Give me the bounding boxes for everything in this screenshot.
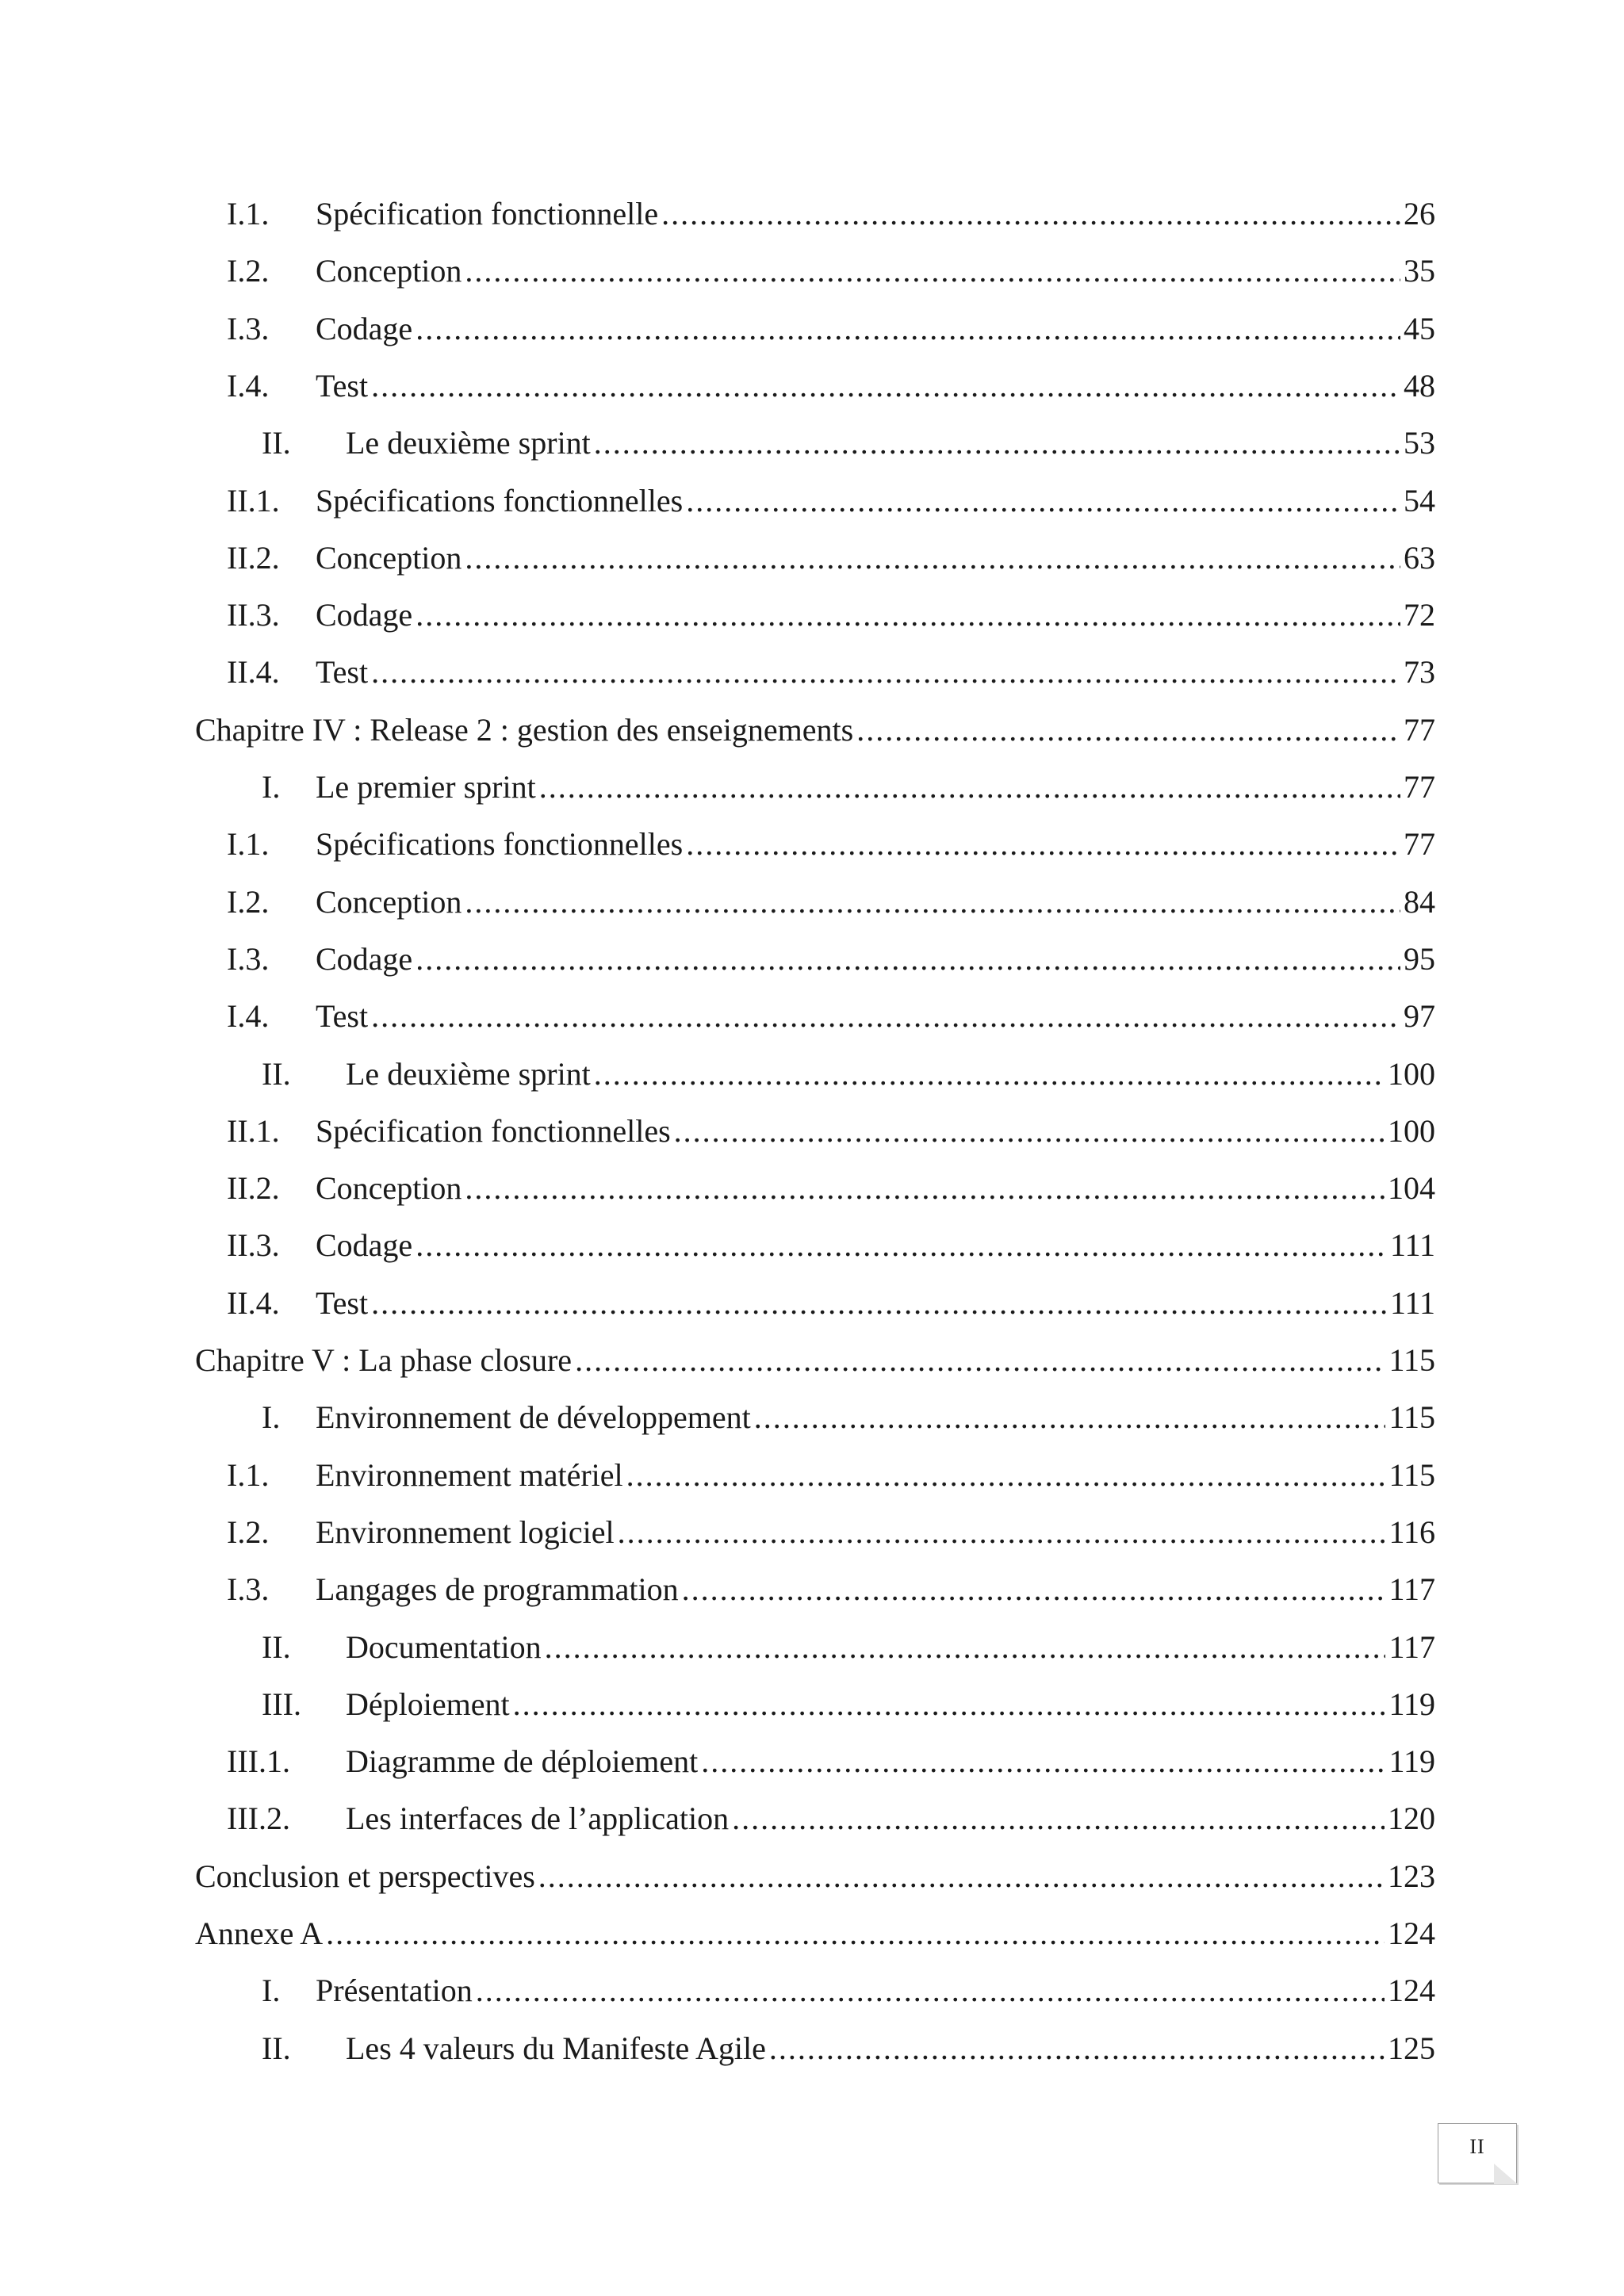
toc-entry-page: 117 bbox=[1388, 1571, 1435, 1608]
toc-entry[interactable] bbox=[0, 1447, 1624, 1504]
toc-dot-leader bbox=[594, 1046, 1385, 1103]
toc-dot-leader bbox=[326, 1905, 1385, 1962]
toc-entry-title: Diagramme de déploiement bbox=[346, 1733, 698, 1790]
toc-entry-page: 124 bbox=[1388, 1915, 1435, 1951]
toc-entry-number: III.2. bbox=[227, 1800, 290, 1837]
toc-entry-title: Spécification fonctionnelle bbox=[316, 186, 658, 243]
toc-entry-line bbox=[316, 1103, 1435, 1160]
toc-entry-line bbox=[316, 1962, 1435, 2019]
toc-entry-page: 45 bbox=[1404, 310, 1435, 346]
toc-entry[interactable] bbox=[0, 1905, 1624, 1962]
toc-entry[interactable] bbox=[0, 1676, 1624, 1733]
toc-entry-number: I.1. bbox=[227, 826, 270, 863]
page-number-badge bbox=[1438, 2123, 1517, 2183]
toc-entry-line bbox=[195, 702, 1435, 759]
toc-entry-title: Présentation bbox=[316, 1962, 473, 2019]
toc-entry-line bbox=[316, 931, 1435, 988]
page-corner-fold bbox=[1494, 2164, 1518, 2184]
toc-entry-title: Annexe A bbox=[195, 1905, 323, 1962]
toc-entry-line bbox=[316, 1447, 1435, 1504]
toc-entry-number: III. bbox=[262, 1686, 301, 1722]
toc-dot-leader bbox=[769, 2020, 1385, 2077]
toc-entry-page: 111 bbox=[1389, 1284, 1435, 1321]
toc-dot-leader bbox=[371, 1275, 1387, 1332]
toc-entry[interactable] bbox=[0, 931, 1624, 988]
toc-entry-page: 104 bbox=[1388, 1170, 1435, 1207]
toc-entry-title: Spécifications fonctionnelles bbox=[316, 816, 683, 873]
toc-entry-title: Codage bbox=[316, 300, 412, 358]
toc-entry-page: 63 bbox=[1404, 539, 1435, 576]
toc-entry-page: 120 bbox=[1388, 1800, 1435, 1837]
toc-entry-page: 97 bbox=[1404, 998, 1435, 1035]
toc-entry-page: 84 bbox=[1404, 883, 1435, 920]
toc-entry-page: 117 bbox=[1388, 1628, 1435, 1665]
toc-dot-leader bbox=[371, 644, 1400, 701]
toc-entry-line bbox=[316, 587, 1435, 644]
toc-entry-number: II. bbox=[262, 1628, 291, 1665]
toc-entry-title: Déploiement bbox=[346, 1676, 510, 1733]
toc-entry[interactable] bbox=[0, 1275, 1624, 1332]
toc-entry-line bbox=[316, 1504, 1435, 1561]
toc-dot-leader bbox=[686, 473, 1400, 530]
toc-entry-line bbox=[316, 816, 1435, 873]
toc-entry-title: Les 4 valeurs du Manifeste Agile bbox=[346, 2020, 766, 2077]
toc-entry-number: I.3. bbox=[227, 1571, 270, 1608]
toc-entry-number: II.1. bbox=[227, 1112, 280, 1149]
toc-entry-number: III.1. bbox=[227, 1743, 290, 1780]
toc-dot-leader bbox=[856, 702, 1400, 759]
toc-entry-title: Environnement matériel bbox=[316, 1447, 623, 1504]
toc-dot-leader bbox=[416, 587, 1400, 644]
toc-entry-page: 119 bbox=[1388, 1686, 1435, 1722]
toc-entry-line bbox=[316, 243, 1435, 300]
page-number: II bbox=[1469, 2135, 1485, 2158]
toc-entry[interactable] bbox=[0, 1160, 1624, 1217]
toc-entry-title: Conception bbox=[316, 530, 462, 587]
toc-entry-number: I.4. bbox=[227, 367, 270, 404]
toc-entry[interactable] bbox=[0, 1561, 1624, 1618]
toc-entry-line bbox=[316, 186, 1435, 243]
toc-dot-leader bbox=[682, 1561, 1386, 1618]
toc-entry[interactable] bbox=[0, 300, 1624, 358]
toc-entry-line bbox=[316, 1275, 1435, 1332]
toc-entry-title: Codage bbox=[316, 1217, 412, 1274]
toc-entry-number: II.2. bbox=[227, 539, 280, 576]
toc-entry-page: 72 bbox=[1404, 597, 1435, 633]
toc-dot-leader bbox=[626, 1447, 1386, 1504]
toc-dot-leader bbox=[371, 988, 1400, 1045]
toc-entry-number: II. bbox=[262, 1055, 291, 1092]
toc-entry-title: Environnement de développement bbox=[316, 1389, 751, 1446]
toc-entry-title: Test bbox=[316, 358, 368, 415]
toc-entry-title: Spécifications fonctionnelles bbox=[316, 473, 683, 530]
toc-entry-line bbox=[316, 1389, 1435, 1446]
toc-entry-page: 73 bbox=[1404, 654, 1435, 691]
toc-entry-line bbox=[346, 1619, 1435, 1676]
toc-entry-page: 100 bbox=[1388, 1055, 1435, 1092]
toc-entry[interactable] bbox=[0, 1332, 1624, 1389]
toc-entry-page: 54 bbox=[1404, 482, 1435, 519]
toc-entry-line bbox=[346, 1790, 1435, 1847]
toc-entry[interactable] bbox=[0, 2020, 1624, 2077]
toc-entry-page: 119 bbox=[1388, 1743, 1435, 1780]
toc-entry-title: Test bbox=[316, 644, 368, 701]
toc-entry-line bbox=[316, 358, 1435, 415]
toc-entry-page: 100 bbox=[1388, 1112, 1435, 1149]
toc-entry-page: 77 bbox=[1404, 826, 1435, 863]
toc-entry-line bbox=[316, 1561, 1435, 1618]
toc-entry[interactable] bbox=[0, 759, 1624, 816]
toc-entry-number: I.2. bbox=[227, 1513, 270, 1550]
toc-entry-page: 111 bbox=[1389, 1227, 1435, 1264]
toc-dot-leader bbox=[476, 1962, 1385, 2019]
toc-entry-title: Test bbox=[316, 1275, 368, 1332]
toc-entry[interactable] bbox=[0, 358, 1624, 415]
toc-dot-leader bbox=[575, 1332, 1385, 1389]
toc-entry-page: 35 bbox=[1404, 253, 1435, 289]
toc-entry-title: Le deuxième sprint bbox=[346, 1046, 591, 1103]
toc-entry-number: II.4. bbox=[227, 654, 280, 691]
toc-entry-line bbox=[316, 473, 1435, 530]
toc-entry-number: II.3. bbox=[227, 597, 280, 633]
toc-entry-number: II.2. bbox=[227, 1170, 280, 1207]
toc-entry-line bbox=[316, 300, 1435, 358]
toc-entry-number: II. bbox=[262, 425, 291, 461]
toc-entry-page: 125 bbox=[1388, 2030, 1435, 2066]
toc-dot-leader bbox=[416, 1217, 1387, 1274]
toc-entry[interactable] bbox=[0, 243, 1624, 300]
toc-entry-page: 95 bbox=[1404, 940, 1435, 977]
toc-entry[interactable] bbox=[0, 530, 1624, 587]
toc-entry-line bbox=[316, 644, 1435, 701]
toc-dot-leader bbox=[538, 1848, 1385, 1905]
toc-entry-number: II.4. bbox=[227, 1284, 280, 1321]
toc-entry-line bbox=[195, 1332, 1435, 1389]
toc-entry[interactable] bbox=[0, 988, 1624, 1045]
toc-entry-title: Environnement logiciel bbox=[316, 1504, 615, 1561]
toc-dot-leader bbox=[674, 1103, 1385, 1160]
toc-entry[interactable] bbox=[0, 186, 1624, 243]
toc-entry-page: 124 bbox=[1388, 1973, 1435, 2009]
toc-entry[interactable] bbox=[0, 874, 1624, 931]
toc-entry-title: Chapitre IV : Release 2 : gestion des enseignements bbox=[195, 702, 853, 759]
toc-entry-page: 48 bbox=[1404, 367, 1435, 404]
toc-dot-leader bbox=[618, 1504, 1386, 1561]
toc-entry[interactable] bbox=[0, 644, 1624, 701]
toc-dot-leader bbox=[465, 874, 1400, 931]
toc-dot-leader bbox=[465, 243, 1400, 300]
toc-dot-leader bbox=[754, 1389, 1386, 1446]
toc-entry-title: Le premier sprint bbox=[316, 759, 536, 816]
toc-entry-page: 115 bbox=[1388, 1342, 1435, 1378]
toc-entry-line bbox=[195, 1848, 1435, 1905]
toc-dot-leader bbox=[686, 816, 1400, 873]
toc-entry-title: Le deuxième sprint bbox=[346, 415, 591, 472]
toc-entry[interactable] bbox=[0, 473, 1624, 530]
toc-entry-line bbox=[346, 415, 1435, 472]
toc-entry[interactable] bbox=[0, 587, 1624, 644]
toc-dot-leader bbox=[513, 1676, 1386, 1733]
toc-dot-leader bbox=[545, 1619, 1386, 1676]
toc-entry-title: Test bbox=[316, 988, 368, 1045]
toc-entry-number: I.2. bbox=[227, 883, 270, 920]
toc-entry-page: 77 bbox=[1404, 769, 1435, 805]
toc-entry-line bbox=[346, 1733, 1435, 1790]
toc-dot-leader bbox=[701, 1733, 1385, 1790]
toc-entry[interactable] bbox=[0, 1504, 1624, 1561]
toc-entry[interactable] bbox=[0, 1848, 1624, 1905]
toc-entry[interactable] bbox=[0, 1619, 1624, 1676]
toc-entry-line bbox=[316, 530, 1435, 587]
toc-entry[interactable] bbox=[0, 415, 1624, 472]
toc-entry-number: I.1. bbox=[227, 1456, 270, 1493]
toc-dot-leader bbox=[539, 759, 1400, 816]
toc-dot-leader bbox=[371, 358, 1400, 415]
toc-entry-number: I. bbox=[262, 1399, 281, 1436]
toc-entry-title: Documentation bbox=[346, 1619, 542, 1676]
toc-entry-number: II. bbox=[262, 2030, 291, 2066]
toc-entry-title: Spécification fonctionnelles bbox=[316, 1103, 671, 1160]
toc-entry[interactable] bbox=[0, 1389, 1624, 1446]
toc-entry-page: 123 bbox=[1388, 1858, 1435, 1894]
toc-entry-page: 116 bbox=[1388, 1513, 1435, 1550]
toc-dot-leader bbox=[465, 1160, 1385, 1217]
toc-entry-title: Conception bbox=[316, 874, 462, 931]
toc-entry[interactable] bbox=[0, 1733, 1624, 1790]
toc-entry-title: Langages de programmation bbox=[316, 1561, 679, 1618]
toc-dot-leader bbox=[732, 1790, 1385, 1847]
toc-dot-leader bbox=[661, 186, 1400, 243]
toc-entry[interactable] bbox=[0, 702, 1624, 759]
toc-entry[interactable] bbox=[0, 1103, 1624, 1160]
toc-entry-number: I.4. bbox=[227, 998, 270, 1035]
toc-entry-number: I.3. bbox=[227, 940, 270, 977]
toc-entry-line bbox=[346, 1676, 1435, 1733]
toc-dot-leader bbox=[465, 530, 1400, 587]
toc-entry-page: 26 bbox=[1404, 196, 1435, 232]
toc-entry-line bbox=[316, 759, 1435, 816]
toc-dot-leader bbox=[416, 300, 1400, 358]
toc-entry-line bbox=[195, 1905, 1435, 1962]
toc-entry-number: I. bbox=[262, 1973, 281, 2009]
toc-entry[interactable] bbox=[0, 1790, 1624, 1847]
toc-entry[interactable] bbox=[0, 816, 1624, 873]
toc-entry-number: I.2. bbox=[227, 253, 270, 289]
toc-entry-line bbox=[346, 2020, 1435, 2077]
toc-dot-leader bbox=[594, 415, 1400, 472]
toc-entry-line bbox=[316, 988, 1435, 1045]
toc-entry-number: I.3. bbox=[227, 310, 270, 346]
toc-dot-leader bbox=[416, 931, 1400, 988]
toc-entry-page: 115 bbox=[1388, 1456, 1435, 1493]
toc-entry-number: I. bbox=[262, 769, 281, 805]
toc-entry-title: Codage bbox=[316, 931, 412, 988]
toc-entry-number: II.3. bbox=[227, 1227, 280, 1264]
toc-entry-title: Conception bbox=[316, 1160, 462, 1217]
toc-entry[interactable] bbox=[0, 1962, 1624, 2019]
toc-entry-number: I.1. bbox=[227, 196, 270, 232]
toc-entry-title: Les interfaces de l’application bbox=[346, 1790, 729, 1847]
toc-entry-page: 53 bbox=[1404, 425, 1435, 461]
toc-entry-title: Chapitre V : La phase closure bbox=[195, 1332, 572, 1389]
toc-entry-number: II.1. bbox=[227, 482, 280, 519]
toc-entry-title: Codage bbox=[316, 587, 412, 644]
toc-entry-line bbox=[316, 1160, 1435, 1217]
toc-entry-line bbox=[316, 1217, 1435, 1274]
toc-entry-line bbox=[316, 874, 1435, 931]
toc-entry-line bbox=[346, 1046, 1435, 1103]
toc-entry-title: Conception bbox=[316, 243, 462, 300]
toc-entry-page: 115 bbox=[1388, 1399, 1435, 1436]
toc-entry[interactable] bbox=[0, 1217, 1624, 1274]
toc-entry-page: 77 bbox=[1404, 711, 1435, 748]
toc-entry[interactable] bbox=[0, 1046, 1624, 1103]
toc-entry-title: Conclusion et perspectives bbox=[195, 1848, 535, 1905]
